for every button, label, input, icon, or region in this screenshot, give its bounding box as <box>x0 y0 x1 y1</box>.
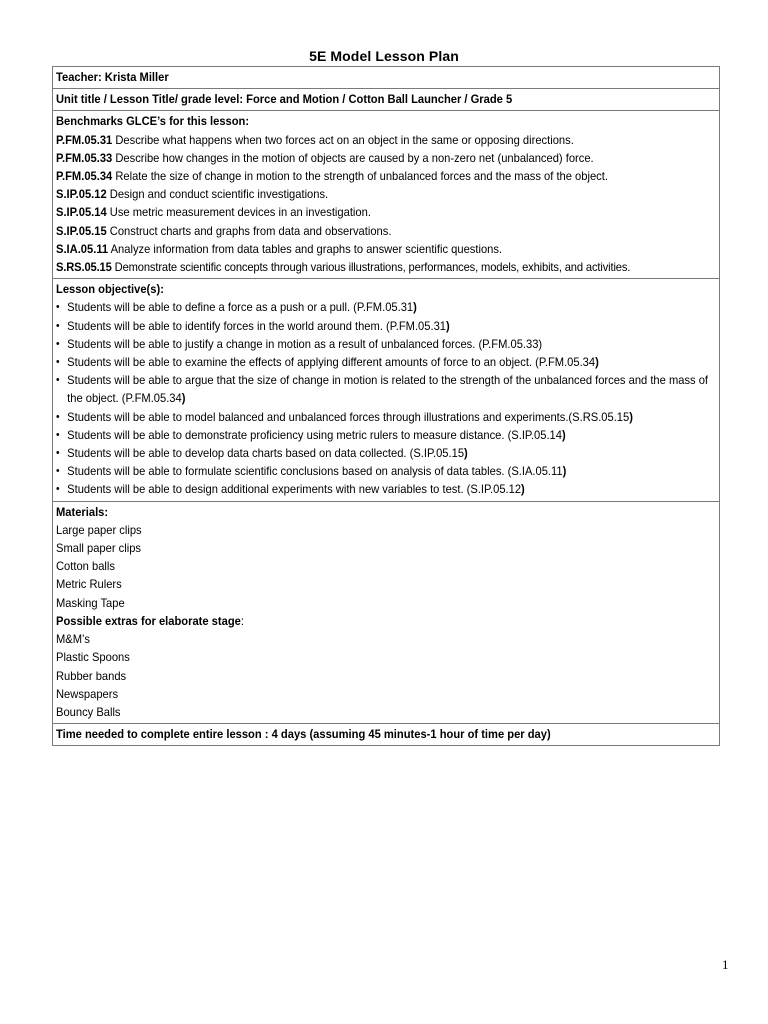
objectives-block <box>56 280 709 498</box>
materials-block <box>56 503 670 721</box>
teacher-row <box>53 67 720 89</box>
bullet-icon: • <box>56 337 60 350</box>
objective-text: Students will be able to argue that the size of change in motion is related to the strength of the unbalanced forces and the mass of the object. (P.FM.05.34 <box>67 373 709 406</box>
benchmark-text: Demonstrate scientific concepts through various illustrations, performances, models, exhibits, and activities. <box>111 260 631 275</box>
extras-colon: : <box>240 613 244 628</box>
extra-item: Bouncy Balls <box>56 704 121 719</box>
benchmark-text: Describe what happens when two forces act on an object in the same or opposing directions. <box>112 132 574 147</box>
extra-item: Plastic Spoons <box>56 650 130 665</box>
objective-item <box>56 298 670 316</box>
objective-item <box>56 462 670 480</box>
time-needed: Time needed to complete entire lesson : 4 days (assuming 45 minutes-1 hour of time per day) <box>56 727 551 742</box>
benchmark-code: S.RS.05.15 <box>56 260 112 275</box>
objective-close: ) <box>521 482 525 497</box>
unit-row <box>53 89 720 111</box>
benchmark-text: Construct charts and graphs from data and observations. <box>106 223 392 238</box>
objective-close: ) <box>595 355 599 370</box>
bullet-icon: • <box>56 483 60 496</box>
benchmark-code: S.IP.05.15 <box>56 223 107 238</box>
benchmark-item <box>56 203 670 221</box>
bullet-icon: • <box>56 319 60 332</box>
benchmark-code: P.FM.05.34 <box>56 169 113 184</box>
benchmark-code: P.FM.05.31 <box>56 132 113 147</box>
benchmark-text: Describe how changes in the motion of objects are caused by a non-zero net (unbalanced) force. <box>112 150 594 165</box>
bullet-icon: • <box>56 301 60 314</box>
benchmark-item <box>56 240 670 258</box>
benchmarks-block <box>56 112 670 276</box>
material-item: Cotton balls <box>56 559 115 574</box>
benchmarks-heading: Benchmarks GLCE’s for this lesson: <box>56 114 250 129</box>
objective-close: ) <box>445 318 450 333</box>
extra-item: Newspapers <box>56 686 119 701</box>
objective-close: ) <box>181 391 186 406</box>
objective-text: Students will be able to identify forces in the world around them. (P.FM.05.31 <box>67 318 446 333</box>
materials-cell <box>53 501 720 723</box>
objective-text: Students will be able to model balanced and unbalanced forces through illustrations and experiments.(S.RS.05.15 <box>67 409 630 424</box>
objective-text: Students will be able to justify a change in motion as a result of unbalanced forces. (P.FM.05.33) <box>67 336 543 351</box>
objective-text: Students will be able to design additional experiments with new variables to test. (S.IP.05.12 <box>67 482 522 497</box>
page-number: 1 <box>722 957 729 972</box>
objective-item <box>56 335 670 353</box>
bullet-icon: • <box>56 428 60 441</box>
objective-item <box>56 371 718 407</box>
objective-item <box>56 408 670 426</box>
objective-text: Students will be able to formulate scientific conclusions based on analysis of data tables. (S.IA.05.11 <box>67 464 563 479</box>
teacher-label: Teacher: Krista Miller <box>56 70 169 84</box>
bullet-icon: • <box>56 356 60 369</box>
objective-item <box>56 317 670 335</box>
bullet-icon: • <box>56 410 60 423</box>
objective-close: ) <box>413 300 417 315</box>
objective-text: Students will be able to examine the effects of applying different amounts of force to an object. (P.FM.05.34 <box>67 355 596 370</box>
benchmarks-cell <box>53 111 720 279</box>
material-item: Masking Tape <box>56 595 125 610</box>
objective-close: ) <box>561 427 566 442</box>
extra-item: Rubber bands <box>56 668 127 683</box>
benchmark-text: Use metric measurement devices in an investigation. <box>106 205 371 220</box>
objective-text: Students will be able to develop data charts based on data collected. (S.IP.05.15 <box>67 446 465 461</box>
time-cell <box>53 724 720 746</box>
bullet-icon: • <box>56 374 60 387</box>
benchmark-text: Design and conduct scientific investigations. <box>106 187 329 202</box>
lesson-plan-table <box>52 66 720 746</box>
unit-title: Unit title / Lesson Title/ grade level: Force and Motion / Cotton Ball Launcher / Grade 5 <box>56 92 513 107</box>
extras-heading-line <box>56 612 670 630</box>
benchmark-item <box>56 185 670 203</box>
unit-cell <box>53 89 720 111</box>
benchmark-item <box>56 131 670 149</box>
material-item: Small paper clips <box>56 541 141 556</box>
objectives-row <box>53 279 720 501</box>
objective-item <box>56 480 670 498</box>
page-title: 5E Model Lesson Plan <box>309 48 459 64</box>
objective-close: ) <box>464 446 468 461</box>
objective-text: Students will be able to demonstrate proficiency using metric rulers to measure distance. (S.IP.05.14 <box>67 427 562 442</box>
materials-heading: Materials: <box>56 504 109 519</box>
objectives-heading: Lesson objective(s): <box>56 282 164 297</box>
benchmark-item <box>56 149 670 167</box>
benchmark-code: S.IP.05.14 <box>56 205 107 220</box>
material-item: Large paper clips <box>56 522 142 537</box>
objective-close: ) <box>562 464 567 479</box>
objective-text: Students will be able to define a force as a push or a pull. (P.FM.05.31 <box>67 300 414 315</box>
objective-item <box>56 426 670 444</box>
benchmark-item <box>56 167 670 185</box>
objective-close: ) <box>629 409 633 424</box>
benchmarks-row <box>53 111 720 279</box>
benchmark-item <box>56 222 670 240</box>
objectives-cell <box>53 279 720 501</box>
bullet-icon: • <box>56 465 60 478</box>
objective-item <box>56 353 670 371</box>
benchmark-item <box>56 258 670 276</box>
benchmark-code: P.FM.05.33 <box>56 150 113 165</box>
teacher-cell <box>53 67 720 89</box>
objective-item <box>56 444 670 462</box>
benchmark-code: S.IA.05.11 <box>56 241 109 256</box>
objectives-list <box>56 298 709 498</box>
extras-heading: Possible extras for elaborate stage <box>56 613 241 628</box>
material-item: Metric Rulers <box>56 577 122 592</box>
time-row <box>53 724 720 746</box>
benchmark-text: Analyze information from data tables and graphs to answer scientific questions. <box>108 241 503 256</box>
materials-row <box>53 501 720 723</box>
bullet-icon: • <box>56 447 60 460</box>
benchmark-code: S.IP.05.12 <box>56 187 107 202</box>
benchmark-text: Relate the size of change in motion to the strength of unbalanced forces and the mass of the object. <box>112 169 608 184</box>
extra-item: M&M’s <box>56 632 90 647</box>
